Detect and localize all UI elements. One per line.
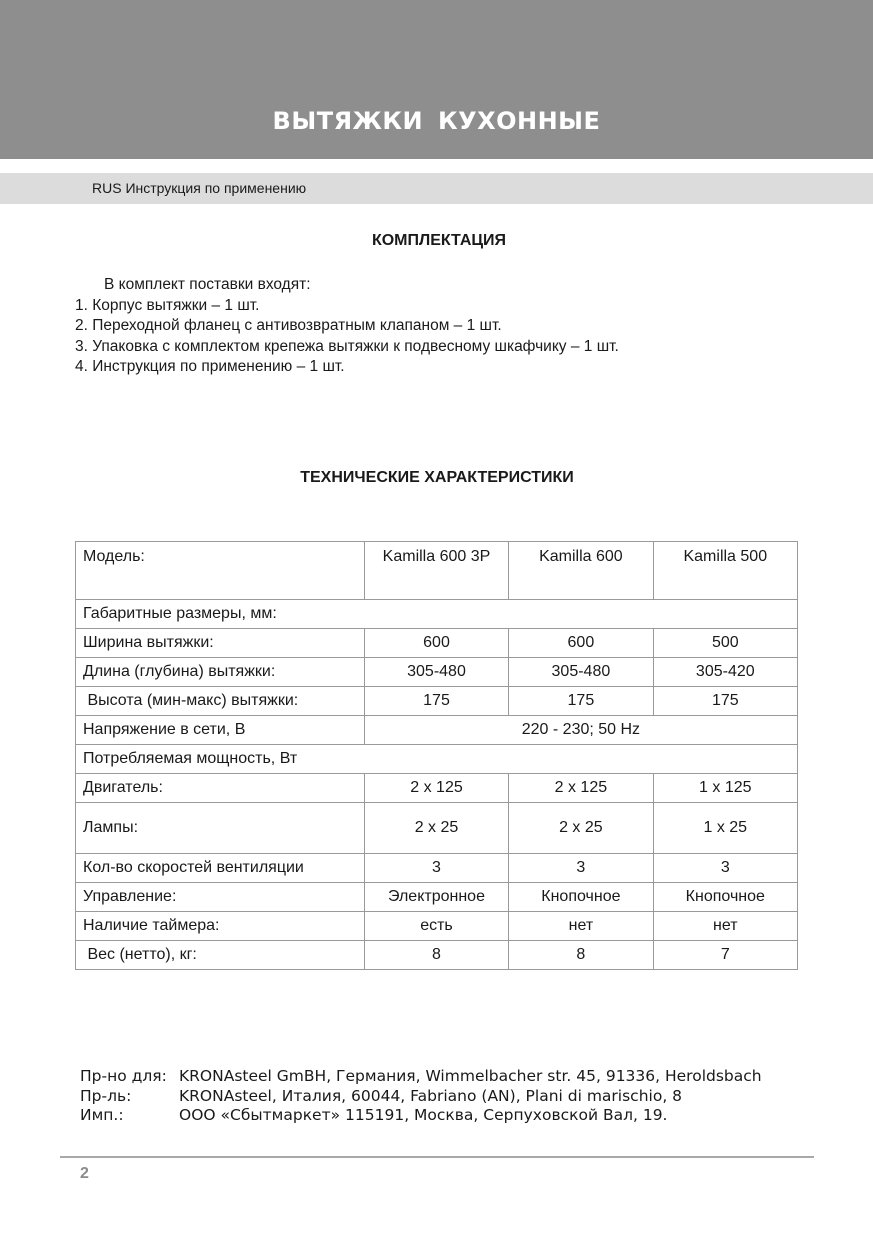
info-label: Имп.: [80, 1106, 124, 1124]
cell-value: Кнопочное [653, 883, 797, 912]
cell-value: 8 [364, 941, 508, 970]
cell-value: 3 [364, 854, 508, 883]
kit-item: 1. Корпус вытяжки – 1 шт. [75, 296, 260, 314]
cell-value: Электронное [364, 883, 508, 912]
cell-label: Двигатель: [76, 774, 365, 803]
cell-label: Напряжение в сети, В [76, 716, 365, 745]
cell-value: 500 [653, 629, 797, 658]
cell-value: 305-480 [364, 658, 508, 687]
cell-value: 220 - 230; 50 Hz [364, 716, 797, 745]
cell-value: 3 [653, 854, 797, 883]
table-row-width [76, 629, 798, 658]
table-row-height [76, 687, 798, 716]
language-label: RUS Инструкция по применению [92, 180, 307, 196]
table-row-dimensions [76, 600, 798, 629]
specs-heading: ТЕХНИЧЕСКИЕ ХАРАКТЕРИСТИКИ [300, 469, 574, 486]
table-row-weight [76, 941, 798, 970]
info-label: Пр-но для: [80, 1067, 167, 1085]
cell-model-2: Kamilla 600 [509, 542, 653, 600]
info-label: Пр-ль: [80, 1086, 132, 1105]
cell-value: 2 x 25 [364, 803, 508, 854]
footer-divider [60, 1156, 814, 1158]
specs-table [75, 541, 798, 970]
cell-value: 1 x 125 [653, 774, 797, 803]
cell-model-3: Kamilla 500 [653, 542, 797, 600]
cell-value: 8 [509, 941, 653, 970]
table-row-model [76, 542, 798, 600]
table-row-voltage [76, 716, 798, 745]
cell-label: Кол-во скоростей вентиляции [76, 854, 365, 883]
cell-label: Лампы: [76, 803, 365, 854]
language-bar [0, 173, 873, 204]
table-row-timer [76, 912, 798, 941]
kit-item: 3. Упаковка с комплектом крепежа вытяжки к подвесному шкафчику – 1 шт. [75, 337, 619, 355]
info-value: ООО «Сбытмаркет» 115191, Москва, Серпуховской Вал, 19. [179, 1106, 668, 1124]
cell-value: 1 x 25 [653, 803, 797, 854]
cell-label: Высота (мин-макс) вытяжки: [76, 687, 365, 716]
kit-intro: В комплект поставки входят: [104, 276, 311, 293]
cell-value: 175 [509, 687, 653, 716]
kit-item: 4. Инструкция по применению – 1 шт. [75, 358, 345, 375]
cell-value: 305-480 [509, 658, 653, 687]
kit-list [75, 275, 619, 378]
table-row-control [76, 883, 798, 912]
cell-section-label: Габаритные размеры, мм: [76, 600, 798, 629]
cell-label: Наличие таймера: [76, 912, 365, 941]
cell-value: 600 [509, 629, 653, 658]
table-row-length [76, 658, 798, 687]
info-row [80, 1106, 762, 1126]
cell-label: Модель: [76, 542, 365, 600]
cell-value: есть [364, 912, 508, 941]
document-title: ВЫТЯЖКИ КУХОННЫЕ [272, 107, 601, 135]
cell-value: 7 [653, 941, 797, 970]
manufacturer-info [80, 1067, 762, 1126]
cell-value: 175 [364, 687, 508, 716]
kit-heading: КОМПЛЕКТАЦИЯ [371, 232, 507, 249]
kit-item: 2. Переходной фланец с антивозвратным клапаном – 1 шт. [75, 317, 502, 334]
cell-value: 3 [509, 854, 653, 883]
table-row-motor [76, 774, 798, 803]
info-value: KRONAsteel GmBH, Германия, Wimmelbacher str. 45, 91336, Heroldsbach [179, 1067, 762, 1085]
cell-label: Длина (глубина) вытяжки: [76, 658, 365, 687]
header-banner [0, 0, 873, 159]
cell-label: Управление: [76, 883, 365, 912]
cell-value: 2 x 25 [509, 803, 653, 854]
cell-value: 175 [653, 687, 797, 716]
table-row-lamps [76, 803, 798, 854]
cell-value: Кнопочное [509, 883, 653, 912]
table-row-power [76, 745, 798, 774]
cell-value: 305-420 [653, 658, 797, 687]
cell-value: нет [653, 912, 797, 941]
info-value: KRONAsteel, Италия, 60044, Fabriano (AN), Plani di marischio, 8 [179, 1086, 683, 1105]
cell-value: 2 x 125 [364, 774, 508, 803]
info-row [80, 1067, 762, 1087]
page-number: 2 [80, 1165, 89, 1182]
cell-model-1: Kamilla 600 3P [364, 542, 508, 600]
cell-section-label: Потребляемая мощность, Вт [76, 745, 798, 774]
cell-label: Ширина вытяжки: [76, 629, 365, 658]
info-row [80, 1087, 762, 1107]
cell-value: нет [509, 912, 653, 941]
cell-value: 600 [364, 629, 508, 658]
table-row-speeds [76, 854, 798, 883]
cell-value: 2 x 125 [509, 774, 653, 803]
cell-label: Вес (нетто), кг: [76, 941, 365, 970]
